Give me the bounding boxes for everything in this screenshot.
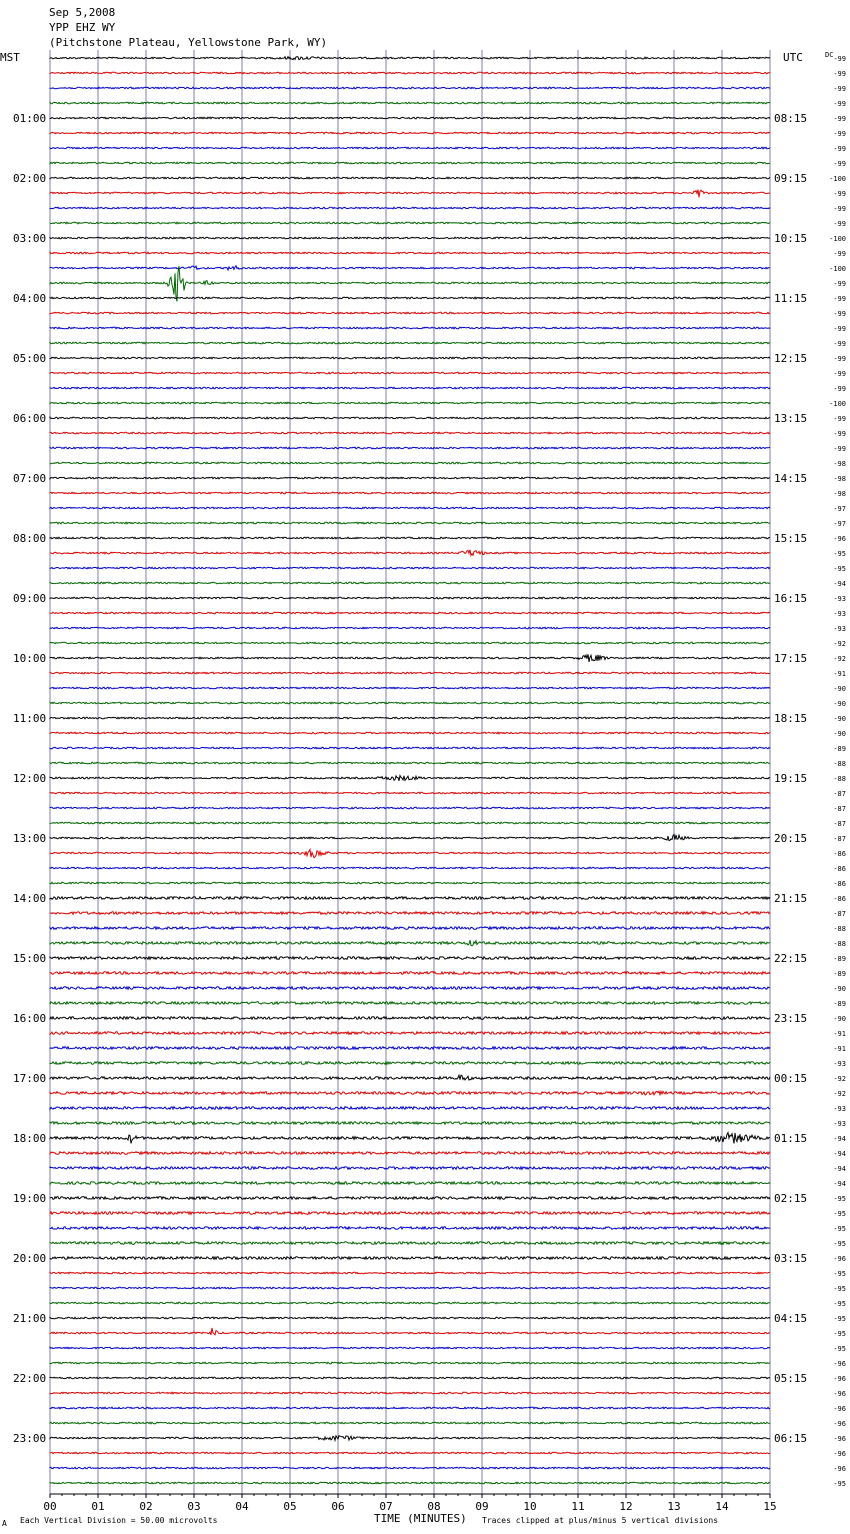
dc-offset-header: DC [825, 51, 834, 59]
trace-line-16 [50, 297, 770, 299]
trace-line-93 [50, 1452, 770, 1454]
dc-offset-7: -99 [833, 160, 846, 168]
trace-line-39 [50, 642, 770, 644]
trace-line-20 [50, 357, 770, 359]
trace-line-33 [50, 550, 770, 556]
minute-grid [50, 50, 770, 1494]
trace-line-65 [50, 1032, 770, 1035]
dc-offset-76: -95 [833, 1195, 846, 1203]
left-hour-label-15: 16:00 [13, 1012, 47, 1025]
right-hour-label-7: 15:15 [774, 532, 808, 545]
trace-line-21 [50, 372, 770, 374]
trace-line-35 [50, 582, 770, 584]
dc-offset-79: -95 [833, 1240, 846, 1248]
left-hour-label-19: 20:00 [13, 1252, 47, 1265]
left-hour-label-18: 19:00 [13, 1192, 47, 1205]
dc-offset-69: -92 [833, 1090, 846, 1098]
trace-line-9 [50, 190, 770, 198]
dc-offset-80: -96 [833, 1255, 846, 1263]
trace-line-26 [50, 447, 770, 449]
dc-offset-50: -87 [833, 805, 846, 813]
x-tick-label-12: 12 [619, 1500, 633, 1513]
right-hour-label-4: 12:15 [774, 352, 808, 365]
trace-line-22 [50, 387, 770, 389]
dc-offset-45: -90 [833, 730, 846, 738]
left-hour-label-12: 13:00 [13, 832, 47, 845]
dc-offset-13: -99 [833, 250, 846, 258]
trace-line-53 [50, 850, 770, 858]
trace-line-37 [50, 612, 770, 614]
right-hour-label-9: 17:15 [774, 652, 808, 665]
dc-offset-labels [829, 55, 846, 1488]
x-tick-label-5: 05 [283, 1500, 297, 1513]
x-tick-label-2: 02 [139, 1500, 153, 1513]
dc-offset-84: -95 [833, 1315, 846, 1323]
dc-offset-18: -99 [833, 325, 846, 333]
dc-offset-6: -99 [833, 145, 846, 153]
left-hour-labels [13, 112, 46, 1445]
trace-line-11 [50, 222, 770, 224]
right-hour-labels [774, 112, 807, 1445]
right-timezone-label: UTC [783, 51, 803, 64]
trace-line-7 [50, 162, 770, 164]
trace-line-2 [50, 87, 770, 89]
dc-offset-2: -99 [833, 85, 846, 93]
dc-offset-10: -99 [833, 205, 846, 213]
trace-line-91 [50, 1422, 770, 1424]
trace-line-43 [50, 702, 770, 704]
dc-offset-71: -93 [833, 1120, 846, 1128]
dc-offset-52: -87 [833, 835, 846, 843]
trace-line-86 [50, 1347, 770, 1349]
dc-offset-38: -93 [833, 625, 846, 633]
dc-offset-49: -87 [833, 790, 846, 798]
dc-offset-83: -95 [833, 1300, 846, 1308]
left-hour-label-8: 09:00 [13, 592, 47, 605]
x-tick-label-8: 08 [427, 1500, 441, 1513]
trace-line-90 [50, 1407, 770, 1409]
dc-offset-51: -87 [833, 820, 846, 828]
x-axis [43, 1494, 776, 1513]
trace-line-61 [50, 972, 770, 975]
dc-offset-67: -93 [833, 1060, 846, 1068]
dc-offset-40: -92 [833, 655, 846, 663]
dc-offset-12: -100 [829, 235, 846, 243]
trace-line-69 [50, 1091, 770, 1095]
left-hour-label-13: 14:00 [13, 892, 47, 905]
dc-offset-68: -92 [833, 1075, 846, 1083]
trace-line-17 [50, 312, 770, 314]
dc-offset-21: -99 [833, 370, 846, 378]
dc-offset-26: -99 [833, 445, 846, 453]
dc-offset-59: -88 [833, 940, 846, 948]
right-hour-label-0: 08:15 [774, 112, 808, 125]
dc-offset-77: -95 [833, 1210, 846, 1218]
trace-line-67 [50, 1062, 770, 1065]
dc-offset-20: -99 [833, 355, 846, 363]
x-tick-label-10: 10 [523, 1500, 537, 1513]
dc-offset-57: -87 [833, 910, 846, 918]
trace-line-74 [50, 1167, 770, 1170]
trace-line-41 [50, 672, 770, 674]
footer-mark: A [2, 1519, 7, 1528]
dc-offset-90: -96 [833, 1405, 846, 1413]
trace-line-66 [50, 1047, 770, 1050]
dc-offset-86: -95 [833, 1345, 846, 1353]
right-hour-label-12: 20:15 [774, 832, 808, 845]
dc-offset-42: -90 [833, 685, 846, 693]
dc-offset-17: -99 [833, 310, 846, 318]
dc-offset-19: -99 [833, 340, 846, 348]
trace-line-73 [50, 1152, 770, 1155]
dc-offset-72: -94 [833, 1135, 846, 1143]
dc-offset-27: -98 [833, 460, 846, 468]
trace-line-83 [50, 1302, 770, 1304]
trace-line-54 [50, 867, 770, 869]
trace-line-1 [50, 72, 770, 74]
right-hour-label-17: 01:15 [774, 1132, 808, 1145]
x-tick-label-14: 14 [715, 1500, 729, 1513]
dc-offset-78: -95 [833, 1225, 846, 1233]
dc-offset-81: -95 [833, 1270, 846, 1278]
left-hour-label-20: 21:00 [13, 1312, 47, 1325]
trace-line-92 [50, 1436, 770, 1441]
right-hour-label-2: 10:15 [774, 232, 808, 245]
right-hour-label-19: 03:15 [774, 1252, 808, 1265]
dc-offset-89: -96 [833, 1390, 846, 1398]
right-hour-label-3: 11:15 [774, 292, 808, 305]
dc-offset-73: -94 [833, 1150, 846, 1158]
dc-offset-4: -99 [833, 115, 846, 123]
dc-offset-54: -86 [833, 865, 846, 873]
trace-line-63 [50, 1002, 770, 1005]
trace-line-42 [50, 687, 770, 689]
left-hour-label-4: 05:00 [13, 352, 47, 365]
trace-line-51 [50, 822, 770, 824]
x-tick-label-11: 11 [571, 1500, 585, 1513]
trace-line-32 [50, 537, 770, 539]
dc-offset-5: -99 [833, 130, 846, 138]
trace-line-50 [50, 807, 770, 809]
trace-line-68 [50, 1075, 770, 1080]
record-date: Sep 5,2008 [49, 6, 116, 19]
trace-line-38 [50, 627, 770, 629]
dc-offset-74: -94 [833, 1165, 846, 1173]
right-hour-label-10: 18:15 [774, 712, 808, 725]
x-tick-label-9: 09 [475, 1500, 489, 1513]
trace-line-58 [50, 927, 770, 930]
left-hour-label-21: 22:00 [13, 1372, 47, 1385]
dc-offset-53: -86 [833, 850, 846, 858]
dc-offset-0: -99 [833, 55, 846, 63]
left-hour-label-16: 17:00 [13, 1072, 47, 1085]
left-hour-label-11: 12:00 [13, 772, 47, 785]
trace-line-40 [50, 654, 770, 662]
trace-line-55 [50, 882, 770, 884]
dc-offset-63: -89 [833, 1000, 846, 1008]
x-tick-label-7: 07 [379, 1500, 393, 1513]
trace-line-30 [50, 507, 770, 509]
trace-line-31 [50, 522, 770, 524]
trace-line-18 [50, 327, 770, 329]
trace-line-84 [50, 1317, 770, 1319]
right-hour-label-15: 23:15 [774, 1012, 808, 1025]
trace-line-10 [50, 207, 770, 209]
dc-offset-34: -95 [833, 565, 846, 573]
x-tick-label-15: 15 [763, 1500, 777, 1513]
trace-line-62 [50, 987, 770, 990]
x-axis-label: TIME (MINUTES) [374, 1512, 467, 1525]
trace-line-77 [50, 1212, 770, 1215]
trace-line-3 [50, 102, 770, 104]
dc-offset-61: -89 [833, 970, 846, 978]
dc-offset-56: -86 [833, 895, 846, 903]
dc-offset-46: -89 [833, 745, 846, 753]
trace-line-44 [50, 717, 770, 719]
right-hour-label-20: 04:15 [774, 1312, 808, 1325]
trace-line-80 [50, 1257, 770, 1260]
left-hour-label-6: 07:00 [13, 472, 47, 485]
dc-offset-88: -96 [833, 1375, 846, 1383]
trace-line-25 [50, 432, 770, 434]
x-tick-label-3: 03 [187, 1500, 201, 1513]
trace-line-57 [50, 912, 770, 915]
trace-line-23 [50, 402, 770, 404]
left-timezone-label: MST [0, 51, 20, 64]
dc-offset-39: -92 [833, 640, 846, 648]
dc-offset-32: -96 [833, 535, 846, 543]
dc-offset-70: -93 [833, 1105, 846, 1113]
footer-clip-note: Traces clipped at plus/minus 5 vertical divisions [482, 1516, 719, 1525]
dc-offset-15: -99 [833, 280, 846, 288]
dc-offset-64: -90 [833, 1015, 846, 1023]
right-hour-label-18: 02:15 [774, 1192, 808, 1205]
trace-line-60 [50, 957, 770, 960]
dc-offset-82: -95 [833, 1285, 846, 1293]
dc-offset-14: -100 [829, 265, 846, 273]
trace-line-15 [50, 266, 770, 301]
trace-line-95 [50, 1482, 770, 1484]
dc-offset-1: -99 [833, 70, 846, 78]
dc-offset-23: -100 [829, 400, 846, 408]
trace-line-6 [50, 147, 770, 149]
left-hour-label-3: 04:00 [13, 292, 47, 305]
dc-offset-55: -86 [833, 880, 846, 888]
trace-line-36 [50, 597, 770, 599]
dc-offset-92: -96 [833, 1435, 846, 1443]
right-hour-label-13: 21:15 [774, 892, 808, 905]
x-tick-label-0: 00 [43, 1500, 57, 1513]
trace-line-29 [50, 492, 770, 494]
left-hour-label-7: 08:00 [13, 532, 47, 545]
trace-line-47 [50, 762, 770, 764]
trace-line-4 [50, 117, 770, 119]
dc-offset-62: -90 [833, 985, 846, 993]
trace-line-59 [50, 940, 770, 946]
trace-line-64 [50, 1017, 770, 1020]
station-name: YPP EHZ WY [49, 21, 116, 34]
left-hour-label-5: 06:00 [13, 412, 47, 425]
right-hour-label-21: 05:15 [774, 1372, 808, 1385]
dc-offset-33: -95 [833, 550, 846, 558]
x-tick-label-1: 01 [91, 1500, 105, 1513]
right-hour-label-16: 00:15 [774, 1072, 808, 1085]
left-hour-label-0: 01:00 [13, 112, 47, 125]
right-hour-label-22: 06:15 [774, 1432, 808, 1445]
trace-line-88 [50, 1377, 770, 1379]
trace-line-45 [50, 732, 770, 734]
dc-offset-22: -99 [833, 385, 846, 393]
dc-offset-44: -90 [833, 715, 846, 723]
x-tick-label-13: 13 [667, 1500, 681, 1513]
right-hour-label-14: 22:15 [774, 952, 808, 965]
dc-offset-16: -99 [833, 295, 846, 303]
right-hour-label-8: 16:15 [774, 592, 808, 605]
trace-line-34 [50, 567, 770, 569]
dc-offset-3: -99 [833, 100, 846, 108]
dc-offset-24: -99 [833, 415, 846, 423]
dc-offset-93: -96 [833, 1450, 846, 1458]
dc-offset-41: -91 [833, 670, 846, 678]
dc-offset-25: -99 [833, 430, 846, 438]
dc-offset-85: -95 [833, 1330, 846, 1338]
trace-line-75 [50, 1182, 770, 1185]
dc-offset-91: -96 [833, 1420, 846, 1428]
trace-line-52 [50, 834, 770, 840]
left-hour-label-22: 23:00 [13, 1432, 47, 1445]
dc-offset-65: -91 [833, 1030, 846, 1038]
trace-line-49 [50, 792, 770, 794]
trace-line-82 [50, 1287, 770, 1289]
trace-lines [50, 57, 770, 1484]
trace-line-0 [50, 57, 770, 60]
dc-offset-95: -95 [833, 1480, 846, 1488]
station-location: (Pitchstone Plateau, Yellowstone Park, WY) [49, 36, 328, 49]
dc-offset-8: -100 [829, 175, 846, 183]
dc-offset-87: -96 [833, 1360, 846, 1368]
dc-offset-75: -94 [833, 1180, 846, 1188]
trace-line-70 [50, 1107, 770, 1110]
trace-line-19 [50, 342, 770, 344]
trace-line-13 [50, 252, 770, 254]
dc-offset-60: -89 [833, 955, 846, 963]
right-hour-label-11: 19:15 [774, 772, 808, 785]
dc-offset-47: -88 [833, 760, 846, 768]
trace-line-94 [50, 1467, 770, 1469]
trace-line-46 [50, 747, 770, 749]
dc-offset-28: -98 [833, 475, 846, 483]
dc-offset-11: -99 [833, 220, 846, 228]
dc-offset-37: -93 [833, 610, 846, 618]
dc-offset-58: -88 [833, 925, 846, 933]
trace-line-24 [50, 417, 770, 419]
dc-offset-29: -98 [833, 490, 846, 498]
trace-line-79 [50, 1242, 770, 1245]
left-hour-label-14: 15:00 [13, 952, 47, 965]
trace-line-85 [50, 1328, 770, 1335]
left-hour-label-2: 03:00 [13, 232, 47, 245]
right-hour-label-6: 14:15 [774, 472, 808, 485]
trace-line-72 [50, 1133, 770, 1144]
dc-offset-43: -90 [833, 700, 846, 708]
trace-line-78 [50, 1227, 770, 1230]
dc-offset-66: -91 [833, 1045, 846, 1053]
trace-line-87 [50, 1362, 770, 1364]
dc-offset-30: -97 [833, 505, 846, 513]
trace-line-56 [50, 897, 770, 900]
footer-scale-note: Each Vertical Division = 50.00 microvolts [20, 1516, 218, 1525]
trace-line-89 [50, 1392, 770, 1394]
trace-line-48 [50, 776, 770, 781]
trace-line-81 [50, 1272, 770, 1274]
left-hour-label-10: 11:00 [13, 712, 47, 725]
trace-line-12 [50, 237, 770, 239]
dc-offset-35: -94 [833, 580, 846, 588]
right-hour-label-1: 09:15 [774, 172, 808, 185]
dc-offset-31: -97 [833, 520, 846, 528]
x-tick-label-4: 04 [235, 1500, 249, 1513]
trace-line-28 [50, 477, 770, 479]
trace-line-27 [50, 462, 770, 464]
trace-line-76 [50, 1197, 770, 1200]
dc-offset-94: -96 [833, 1465, 846, 1473]
trace-line-8 [50, 177, 770, 179]
trace-line-5 [50, 132, 770, 134]
left-hour-label-9: 10:00 [13, 652, 47, 665]
dc-offset-9: -99 [833, 190, 846, 198]
dc-offset-48: -88 [833, 775, 846, 783]
right-hour-label-5: 13:15 [774, 412, 808, 425]
dc-offset-36: -93 [833, 595, 846, 603]
x-tick-label-6: 06 [331, 1500, 345, 1513]
left-hour-label-1: 02:00 [13, 172, 47, 185]
left-hour-label-17: 18:00 [13, 1132, 47, 1145]
trace-line-14 [50, 266, 770, 270]
trace-line-71 [50, 1122, 770, 1125]
